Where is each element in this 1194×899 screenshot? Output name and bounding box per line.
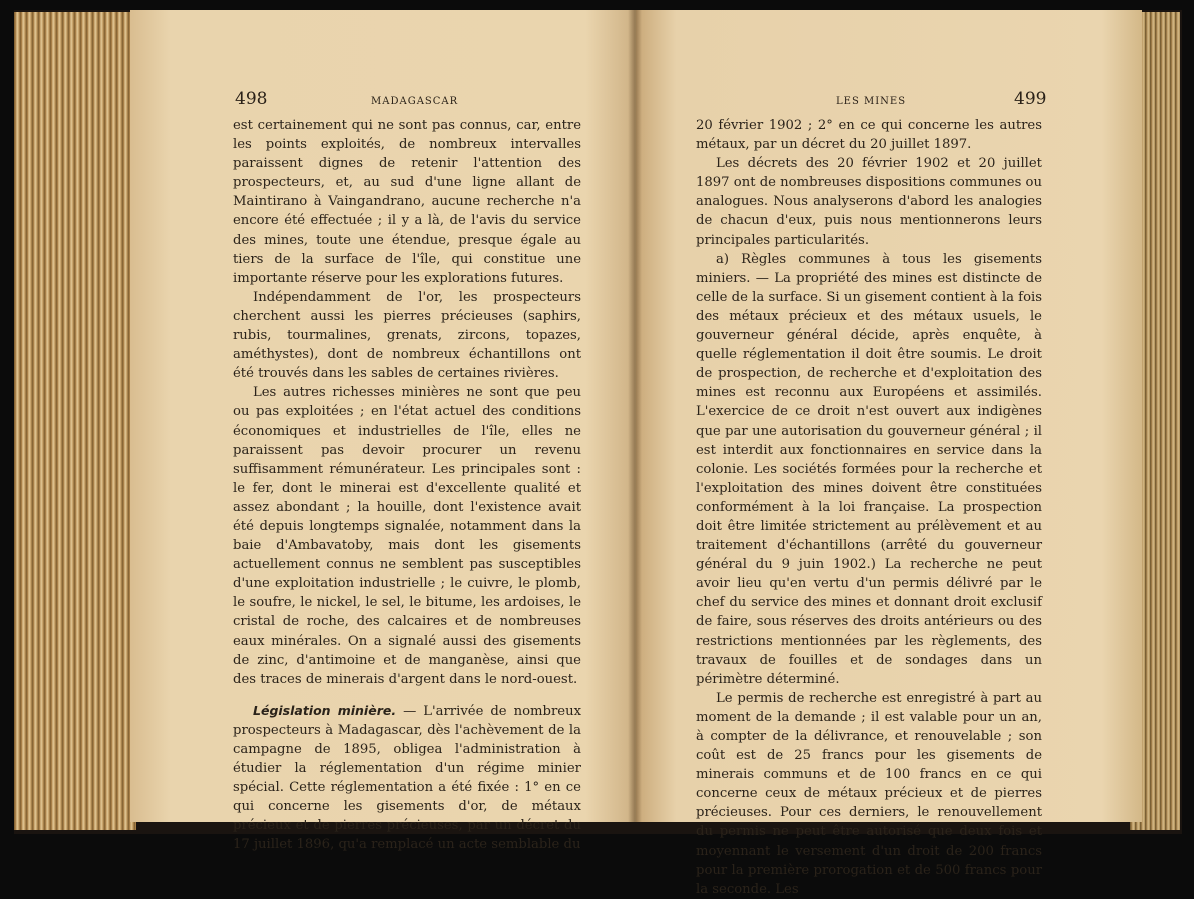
- right-page-number: 499: [1014, 89, 1047, 109]
- right-paragraph-2: Les décrets des 20 février 1902 et 20 juillet 1897 ont de nombreuses dispositions communes ou analogues. Nous analyserons d'abord les analogies de chacun d'eux, puis nous mentionnerons leurs principales particularités.: [696, 156, 1042, 248]
- book-gutter: [628, 10, 642, 822]
- left-paragraph-1: est certainement qui ne sont pas connus, car, entre les points exploités, de nombreux intervalles paraissent dignes de retenir l'attention des prospecteurs, et, au sud d'une ligne allant de Maintirano à Vaingandrano, aucune recherche n'a encore été effectuée ; il y a là, de l'avis du service des mines, toute une étendue, presque égale au tiers de la surface de l'île, qui constitue une importante réserve pour les explorations futures.: [233, 118, 581, 286]
- right-running-head: LES MINES: [836, 96, 907, 107]
- left-paragraph-3: Les autres richesses minières ne sont que peu ou pas exploitées ; en l'état actuel des conditions économiques et industrielles de l'île, elles ne paraissent pas devoir procurer un revenu suffisamment rémunérateur. Les principales sont : le fer, dont le minerai est d'excellente qualité et assez abondant ; la houille, dont l'existence avait été depuis longtemps signalée, notamment dans la baie d'Ambavatoby, mais dont les gisements actuellement connus ne semblent pas susceptibles d'une exploitation industrielle ; le cuivre, le plomb, le soufre, le nickel, le sel, le bitume, les ardoises, le cristal de roche, des calcaires et de nombreuses eaux minérales. On a signalé aussi des gisements de zinc, d'antimoine et de manganèse, ainsi que des traces de minerais d'argent dans le nord-ouest.: [233, 385, 581, 687]
- left-page-number: 498: [235, 89, 268, 109]
- left-page-body: [233, 116, 581, 855]
- right-page-body: [696, 116, 1042, 899]
- left-paragraph-2: Indépendamment de l'or, les prospecteurs cherchent aussi les pierres précieuses (saphirs, rubis, tourmalines, grenats, zircons, topazes, améthystes), dont de nombreux échantillons ont été trouvés dans les sables de certaines rivières.: [233, 289, 581, 382]
- section-gap: [233, 689, 581, 701]
- right-paragraph-3: a) Règles communes à tous les gisements miniers. — La propriété des mines est distincte de celle de la surface. Si un gisement contient à la fois des métaux précieux et des métaux usuels, le gouverneur général décide, après enquête, à quelle réglementation il doit être soumis. Le droit de prospection, de recherche et d'exploitation des mines est reconnu aux Européens et assimilés. L'exercice de ce droit n'est ouvert aux indigènes que par une autorisation du gouverneur général ; il est interdit aux fonctionnaires en service dans la colonie. Les sociétés formées pour la recherche et l'exploitation des mines doivent être constituées conformément à la loi française. La prospection doit être limitée strictement au prélèvement et au traitement d'échantillons (arrêté du gouverneur général du 9 juin 1902.) La recherche ne peut avoir lieu qu'en vertu d'un permis délivré par le chef du service des mines et donnant droit exclusif de faire, sous réserves des droits antérieurs ou des restrictions mentionnées par les règlements, des travaux de fouilles et de sondages dans un périmètre déterminé.: [696, 251, 1042, 687]
- right-paragraph-1: 20 février 1902 ; 2° en ce qui concerne les autres métaux, par un décret du 20 juillet 1897.: [696, 118, 1042, 153]
- left-page-edges: [14, 12, 136, 830]
- section-heading: Législation minière.: [253, 702, 397, 718]
- right-paragraph-4: Le permis de recherche est enregistré à part au moment de la demande ; il est valable pour un an, à compter de la délivrance, et renouvelable ; son coût est de 25 francs pour les gisements de minerais communs et de 100 francs en ce qui concerne ceux de métaux précieux et de pierres précieuses. Pour ces derniers, le renouvellement du permis ne peut être autorisé que deux fois et moyennant le versement d'un droit de 200 francs pour la première prorogation et de 500 francs pour la seconde. Les: [696, 690, 1042, 897]
- left-paragraph-4: [233, 701, 581, 855]
- left-running-head: MADAGASCAR: [371, 96, 459, 107]
- section-heading-text: — L'arrivée de nombreux prospecteurs à Madagascar, dès l'achèvement de la campagne de 1895, obligea l'administration à étudier la réglementation d'un régime minier spécial. Cette réglementation a été fixée : 1° en ce qui concerne les gisements d'or, de métaux précieux et de pierres précieuses, par un décret du 17 juillet 1896, qu'a remplacé un acte semblable du: [233, 703, 582, 853]
